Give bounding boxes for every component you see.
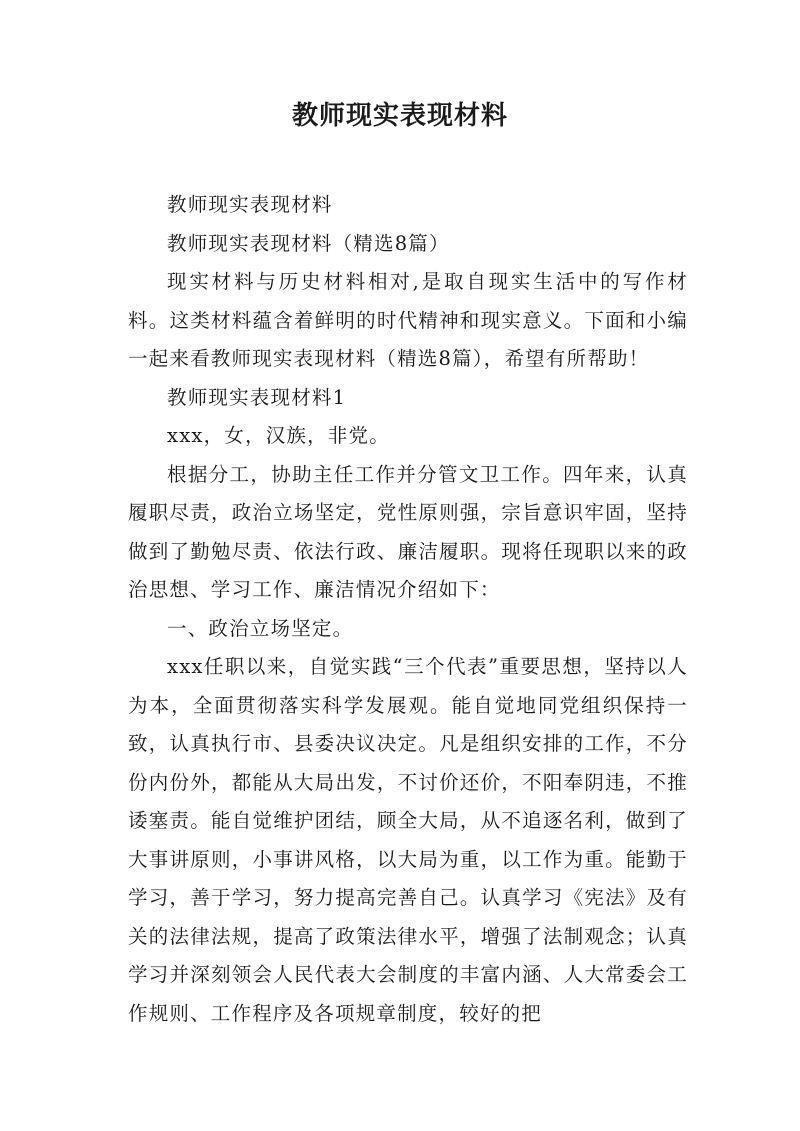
paragraph: 一、政治立场坚定。 — [167, 616, 354, 640]
paragraph: xxx任职以来，自觉实践“三个代表”重要思想，坚持以人为本，全面贯彻落实科学发展观。能自觉地同党组织保持一致，认真执行市、县委决议决定。凡是组织安排的工作，不分份内份外，都能从大局出发，不讨价还价，不阳奉阴违，不推诿塞责。能自觉维护团结，顾全大局，从不追逐名利，做到了大事讲原则，小事讲风格，以大局为重，以工作为重。能勤于学习，善于学习，努力提高完善自己。认真学习《宪法》及有关的法律法规，提高了政策法律水平，增强了法制观念；认真学习并深刻领会人民代表大会制度的丰富内涵、人大常委会工作规则、工作程序及各项规章制度，较好的把 — [128, 655, 688, 1025]
paragraph: 教师现实表现材料 — [167, 193, 333, 216]
paragraph: xxx，女，汉族，非党。 — [167, 424, 390, 447]
paragraph: 教师现实表现材料（精选8篇） — [167, 231, 450, 255]
document-title: 教师现实表现材料 — [291, 101, 508, 131]
paragraph: 根据分工，协助主任工作并分管文卫工作。四年来，认真履职尽责，政治立场坚定，党性原则强，宗旨意识牢固，坚持做到了勤勉尽责、依法行政、廉洁履职。现将任现职以来的政治思想、学习工作、廉洁情况介绍如下： — [128, 462, 688, 601]
paragraph: 现实材料与历史材料相对,是取自现实生活中的写作材料。这类材料蕴含着鲜明的时代精神和现实意义。下面和小编一起来看教师现实表现材料（精选8篇），希望有所帮助！ — [128, 270, 688, 370]
document-body — [128, 186, 688, 1033]
paragraph: 教师现实表现材料1 — [167, 385, 347, 409]
